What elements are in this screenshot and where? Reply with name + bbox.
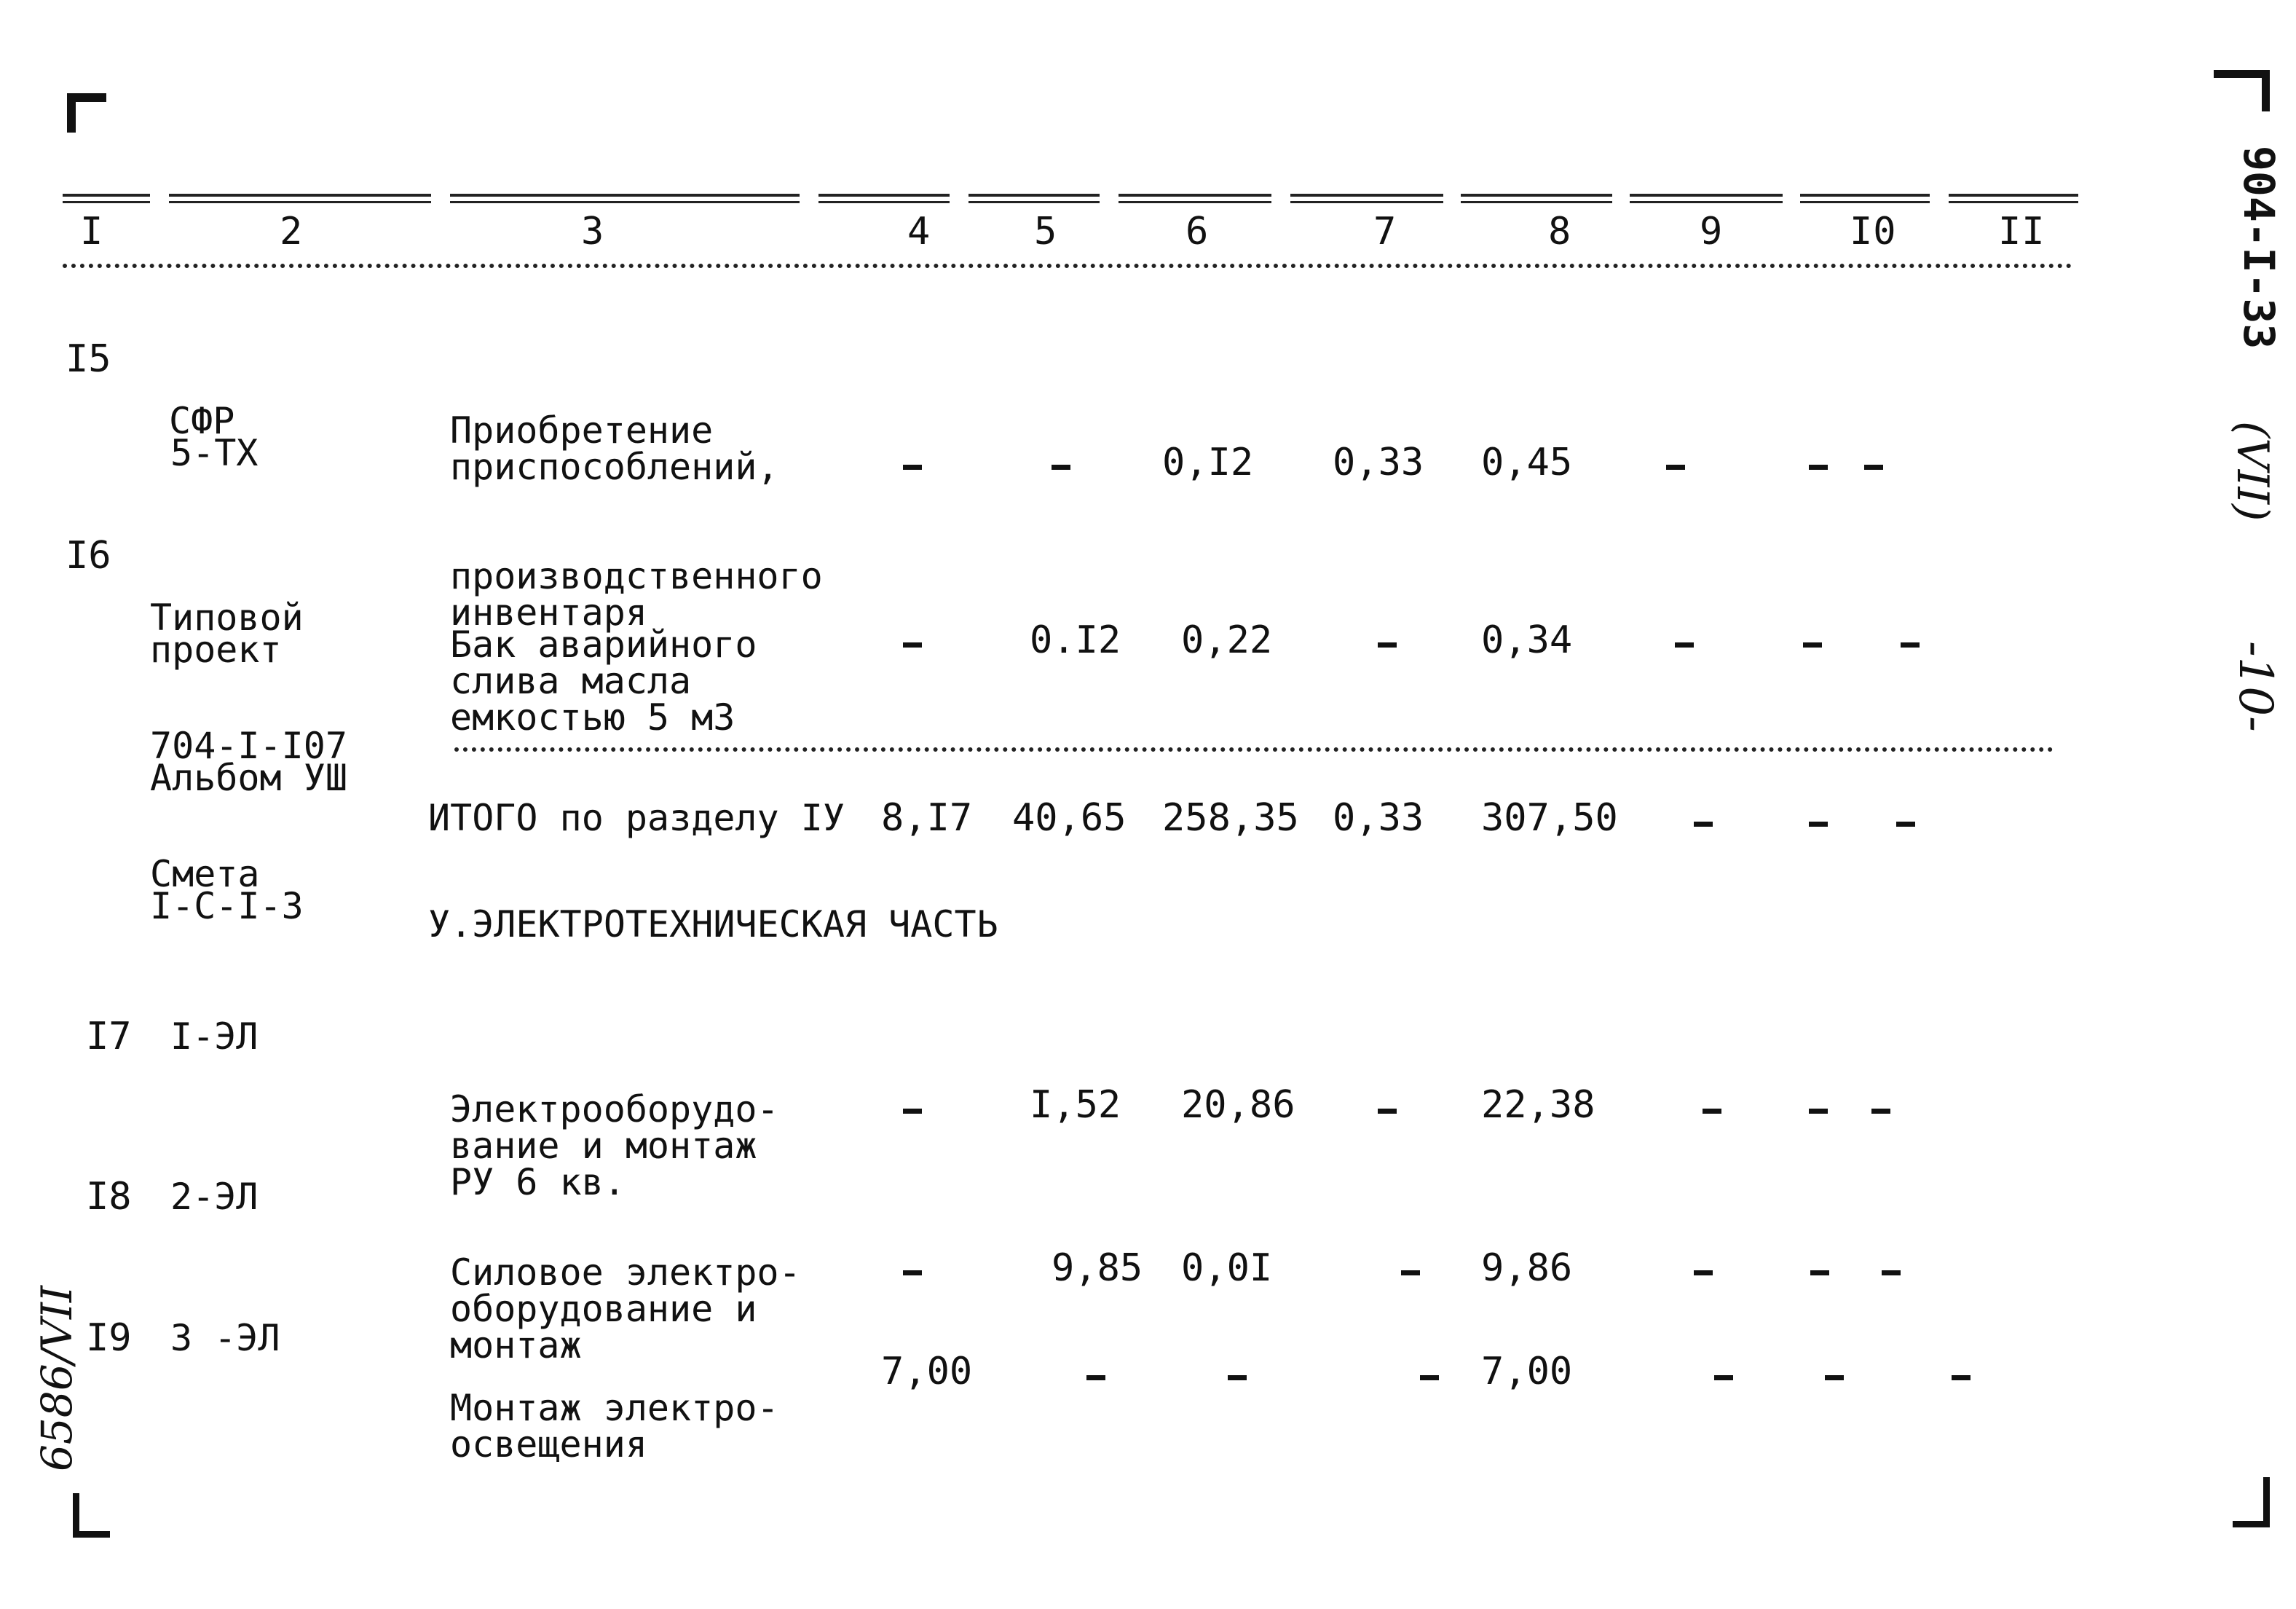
col-header-4: 4: [907, 210, 931, 253]
section-title: У.ЭЛЕКТРОТЕХНИЧЕСКАЯ ЧАСТЬ: [428, 903, 998, 945]
album-mark: (VII): [2227, 421, 2278, 522]
row-number: I9: [86, 1316, 132, 1360]
empty-cell-dash: [1882, 1270, 1901, 1275]
cell-col7: 0,33: [1333, 441, 1424, 484]
empty-cell-dash: [1694, 1270, 1713, 1275]
header-rule: [968, 194, 1100, 203]
cell-col6: 0,22: [1181, 618, 1273, 662]
header-rule: [1630, 194, 1783, 203]
cell-col6: 20,86: [1181, 1083, 1295, 1127]
col-header-2: 2: [280, 210, 304, 253]
cell-col6: 0,0I: [1181, 1246, 1273, 1290]
empty-cell-dash: [903, 465, 922, 470]
subtotal-rule: [454, 747, 2054, 752]
cell-col6: 0,I2: [1162, 441, 1254, 484]
corner-mark-bottom-right: [2233, 1477, 2270, 1527]
cell-col8: 0,34: [1481, 618, 1573, 662]
row-number: I6: [66, 534, 111, 578]
col-header-9: 9: [1700, 210, 1724, 253]
empty-cell-dash: [1825, 1375, 1844, 1380]
empty-cell-dash: [1901, 642, 1920, 648]
col-header-6: 6: [1186, 210, 1210, 253]
header-rule: [63, 194, 150, 203]
cell-col4: 7,00: [881, 1350, 973, 1393]
subtotal-col4: 8,I7: [881, 796, 973, 840]
subtotal-col6: 258,35: [1162, 796, 1299, 840]
doc-code: 904-I-33: [2234, 146, 2284, 350]
cell-col5: I,52: [1030, 1083, 1121, 1127]
empty-cell-dash: [1809, 465, 1828, 470]
empty-cell-dash: [1378, 642, 1397, 648]
empty-cell-dash: [1809, 1109, 1828, 1114]
col-header-5: 5: [1034, 210, 1058, 253]
archive-stamp: 6586/VII: [32, 1286, 82, 1471]
cell-col8: 7,00: [1481, 1350, 1573, 1393]
empty-cell-dash: [1871, 1109, 1890, 1114]
corner-mark-top-left: [67, 93, 106, 133]
empty-cell-dash: [1694, 822, 1713, 827]
row-number: I7: [86, 1015, 132, 1058]
row-source: СФР 5-ТХ: [169, 400, 259, 474]
empty-cell-dash: [1228, 1375, 1247, 1380]
row-name: Монтаж электро- освещения: [450, 1387, 779, 1466]
empty-cell-dash: [1803, 642, 1822, 648]
empty-cell-dash: [903, 1109, 922, 1114]
empty-cell-dash: [1864, 465, 1883, 470]
empty-cell-dash: [1714, 1375, 1733, 1380]
empty-cell-dash: [1086, 1375, 1105, 1380]
row-number: I5: [66, 337, 111, 381]
empty-cell-dash: [1952, 1375, 1970, 1380]
empty-cell-dash: [1378, 1109, 1397, 1114]
header-rule: [818, 194, 950, 203]
header-rule: [1949, 194, 2078, 203]
row-name: Бак аварийного слива масла емкостью 5 м3: [450, 623, 757, 739]
corner-mark-bottom-left: [73, 1493, 110, 1538]
cell-col8: 22,38: [1481, 1083, 1595, 1127]
header-rule: [1461, 194, 1612, 203]
col-header-11: II: [1998, 210, 2046, 253]
empty-cell-dash: [1703, 1109, 1721, 1114]
row-source: 3 -ЭЛ: [170, 1317, 280, 1359]
subtotal-col7: 0,33: [1333, 796, 1424, 840]
empty-cell-dash: [903, 1270, 922, 1275]
header-rule: [1800, 194, 1930, 203]
empty-cell-dash: [903, 642, 922, 648]
corner-mark-top-right: [2214, 70, 2270, 111]
header-bottom-rule: [63, 264, 2072, 268]
header-rule: [169, 194, 431, 203]
header-rule: [450, 194, 800, 203]
subtotal-col5: 40,65: [1012, 796, 1127, 840]
col-header-1: I: [80, 210, 104, 253]
row-source: I-ЭЛ: [170, 1015, 259, 1058]
empty-cell-dash: [1810, 1270, 1829, 1275]
page-number: -10-: [2228, 641, 2282, 732]
col-header-10: I0: [1850, 210, 1897, 253]
col-header-3: 3: [581, 210, 605, 253]
empty-cell-dash: [1666, 465, 1685, 470]
empty-cell-dash: [1809, 822, 1828, 827]
empty-cell-dash: [1896, 822, 1915, 827]
empty-cell-dash: [1401, 1270, 1420, 1275]
cell-col5: 9,85: [1052, 1246, 1143, 1290]
cell-col8: 9,86: [1481, 1246, 1573, 1290]
row-source: Типовой проект 704-I-I07 Альбом УШ Смета I-С-I-3: [150, 597, 347, 927]
col-header-7: 7: [1373, 210, 1397, 253]
row-number: I8: [86, 1175, 132, 1219]
cell-col5: 0.I2: [1030, 618, 1121, 662]
empty-cell-dash: [1675, 642, 1694, 648]
row-name: Электрооборудо- вание и монтаж РУ 6 кв.: [450, 1088, 779, 1203]
subtotal-label: ИТОГО по разделу IУ: [428, 797, 845, 839]
row-source: 2-ЭЛ: [170, 1176, 259, 1218]
cell-col8: 0,45: [1481, 441, 1573, 484]
header-rule: [1119, 194, 1271, 203]
subtotal-col8: 307,50: [1481, 796, 1618, 840]
col-header-8: 8: [1548, 210, 1572, 253]
row-name: Приобретение приспособлений, производственного инвентаря: [450, 409, 823, 634]
empty-cell-dash: [1052, 465, 1070, 470]
row-name: Силовое электро- оборудование и монтаж: [450, 1251, 801, 1366]
header-rule: [1290, 194, 1443, 203]
empty-cell-dash: [1420, 1375, 1439, 1380]
